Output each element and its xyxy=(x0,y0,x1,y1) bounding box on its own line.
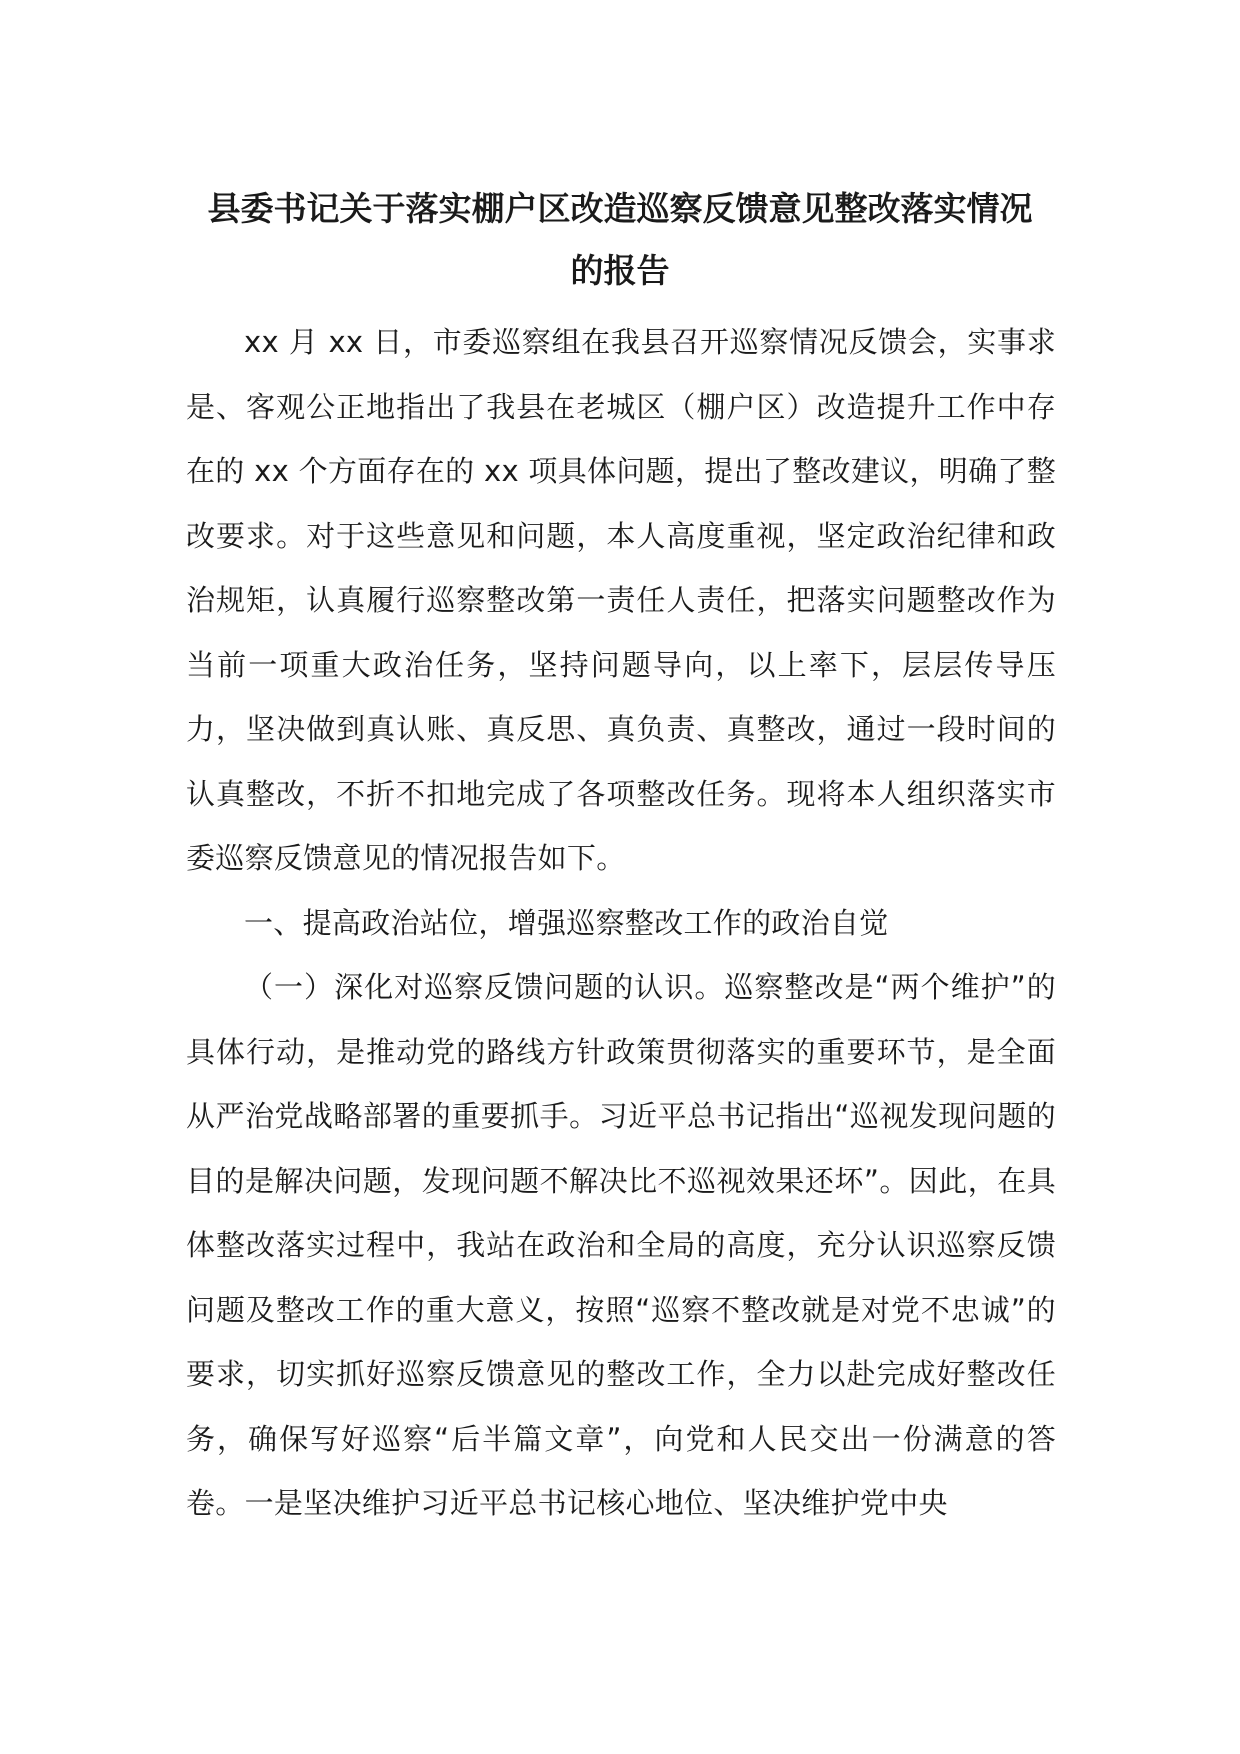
document-body xyxy=(186,310,1056,1536)
title-line-2: 的报告 xyxy=(570,251,670,290)
intro-paragraph: xx 月 xx 日，市委巡察组在我县召开巡察情况反馈会，实事求是、客观公正地指出了我县在老城区（棚户区）改造提升工作中存在的 xx 个方面存在的 xx 项具体问题，提出了整改建议，明确了整改要求。对于这些意见和问题，本人高度重视，坚定政治纪律和政治规矩，认真履行巡察整改第一责任人责任，把落实问题整改作为当前一项重大政治任务，坚持问题导向，以上率下，层层传导压力，坚决做到真认账、真反思、真负责、真整改，通过一段时间的认真整改，不折不扣地完成了各项整改任务。现将本人组织落实市委巡察反馈意见的情况报告如下。 xyxy=(186,325,1056,875)
document-title xyxy=(150,178,1090,302)
title-line-1: 县委书记关于落实棚户区改造巡察反馈意见整改落实情况 xyxy=(207,189,1033,228)
subsection-paragraph: （一）深化对巡察反馈问题的认识。巡察整改是“两个维护”的具体行动，是推动党的路线方针政策贯彻落实的重要环节，是全面从严治党战略部署的重要抓手。习近平总书记指出“巡视发现问题的目的是解决问题，发现问题不解决比不巡视效果还坏”。因此，在具体整改落实过程中，我站在政治和全局的高度，充分认识巡察反馈问题及整改工作的重大意义，按照“巡察不整改就是对党不忠诚”的要求，切实抓好巡察反馈意见的整改工作，全力以赴完成好整改任务，确保写好巡察“后半篇文章”，向党和人民交出一份满意的答卷。一是坚决维护习近平总书记核心地位、坚决维护党中央 xyxy=(186,970,1056,1520)
section-heading: 一、提高政治站位，增强巡察整改工作的政治自觉 xyxy=(244,905,889,940)
